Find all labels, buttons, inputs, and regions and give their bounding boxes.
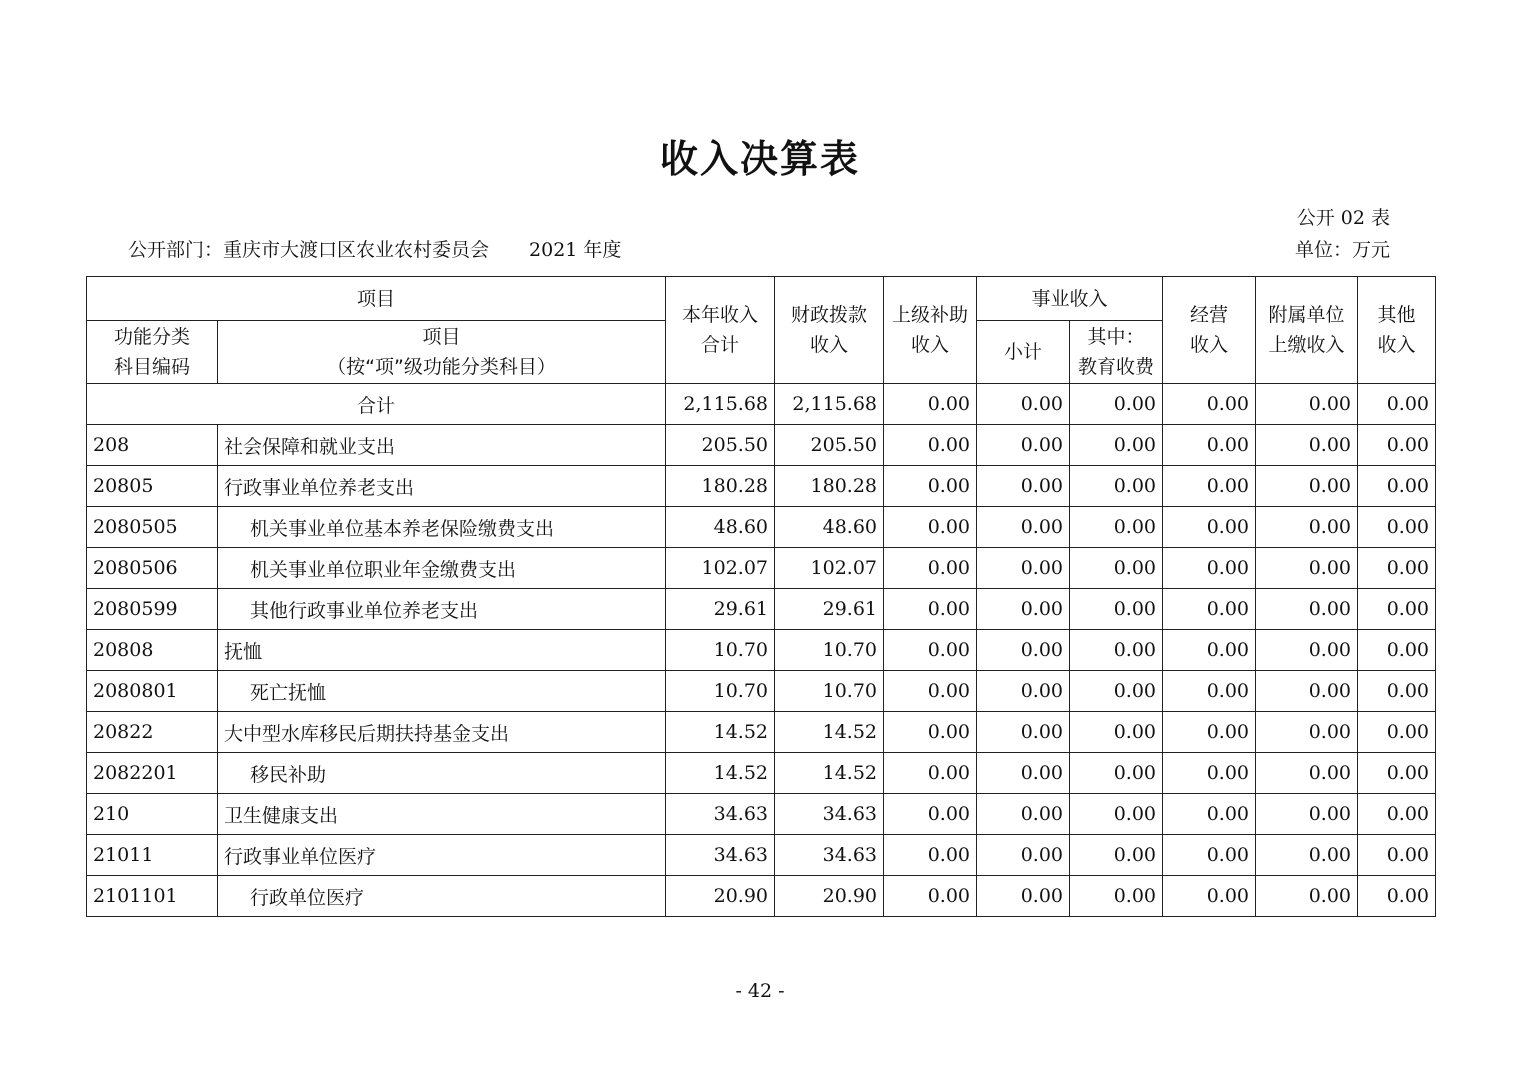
row-value: 180.28 [775,466,884,507]
row-value: 0.00 [1163,671,1256,712]
row-code: 20808 [87,630,218,671]
row-value: 0.00 [1256,753,1358,794]
table-row [87,753,1436,794]
row-value: 0.00 [1358,794,1436,835]
row-value: 0.00 [1256,425,1358,466]
row-value: 0.00 [884,630,977,671]
row-value: 0.00 [884,794,977,835]
row-value: 205.50 [666,425,775,466]
row-value: 0.00 [1070,507,1163,548]
row-value: 0.00 [1163,712,1256,753]
row-item-name: 行政事业单位养老支出 [218,466,666,507]
summary-value: 0.00 [884,384,977,425]
row-value: 0.00 [977,671,1070,712]
row-value: 0.00 [1163,507,1256,548]
form-number: 公开 02 表 [1296,207,1390,229]
row-value: 0.00 [977,753,1070,794]
row-value: 0.00 [977,876,1070,917]
table-row [87,589,1436,630]
table-row [87,548,1436,589]
table-row [87,876,1436,917]
row-value: 14.52 [666,712,775,753]
summary-value: 0.00 [1070,384,1163,425]
row-value: 48.60 [666,507,775,548]
income-table [86,276,1436,917]
row-code: 20822 [87,712,218,753]
table-row [87,466,1436,507]
row-value: 0.00 [977,630,1070,671]
header-other: 其他 收入 [1358,277,1436,384]
row-value: 0.00 [1358,671,1436,712]
row-value: 0.00 [884,466,977,507]
row-value: 0.00 [977,425,1070,466]
row-value: 0.00 [1163,466,1256,507]
row-value: 102.07 [775,548,884,589]
row-value: 0.00 [1256,876,1358,917]
row-value: 0.00 [1358,425,1436,466]
header-row-1 [87,277,1436,321]
table-row [87,425,1436,466]
row-value: 0.00 [1163,753,1256,794]
row-value: 0.00 [977,507,1070,548]
row-code: 2082201 [87,753,218,794]
row-value: 0.00 [884,507,977,548]
row-value: 0.00 [1358,548,1436,589]
summary-value: 2,115.68 [775,384,884,425]
summary-value: 0.00 [1358,384,1436,425]
row-item-name: 机关事业单位职业年金缴费支出 [218,548,666,589]
fiscal-year: 2021 年度 [529,239,622,261]
row-code: 21011 [87,835,218,876]
row-value: 0.00 [1358,835,1436,876]
row-value: 0.00 [977,835,1070,876]
table-row [87,712,1436,753]
row-value: 0.00 [1163,835,1256,876]
row-value: 0.00 [1070,548,1163,589]
row-value: 0.00 [1256,835,1358,876]
unit-label: 单位：万元 [1294,239,1390,261]
row-value: 0.00 [1256,548,1358,589]
header-fiscal: 财政拨款 收入 [775,277,884,384]
row-value: 0.00 [884,876,977,917]
header-item-name: 项目 （按“项”级功能分类科目） [218,321,666,384]
row-value: 48.60 [775,507,884,548]
row-value: 29.61 [775,589,884,630]
row-item-name: 大中型水库移民后期扶持基金支出 [218,712,666,753]
page-title: 收入决算表 [659,137,860,181]
table-row [87,794,1436,835]
row-value: 29.61 [666,589,775,630]
row-value: 10.70 [666,630,775,671]
page-number: - 42 - [735,980,785,1002]
row-value: 0.00 [1070,876,1163,917]
row-value: 0.00 [1256,507,1358,548]
row-item-name: 社会保障和就业支出 [218,425,666,466]
row-code: 208 [87,425,218,466]
row-value: 0.00 [1163,630,1256,671]
row-item-name: 行政单位医疗 [218,876,666,917]
summary-value: 0.00 [1256,384,1358,425]
row-code: 2101101 [87,876,218,917]
row-value: 10.70 [775,671,884,712]
department-line [128,235,621,262]
row-value: 34.63 [775,835,884,876]
table-row [87,507,1436,548]
row-value: 0.00 [1163,548,1256,589]
summary-value: 0.00 [977,384,1070,425]
row-value: 0.00 [1070,671,1163,712]
row-value: 0.00 [884,753,977,794]
row-code: 20805 [87,466,218,507]
row-value: 0.00 [977,548,1070,589]
row-value: 0.00 [1358,753,1436,794]
row-value: 0.00 [1070,753,1163,794]
row-value: 0.00 [1163,794,1256,835]
header-superior: 上级补助 收入 [884,277,977,384]
row-value: 0.00 [1070,712,1163,753]
table-row [87,671,1436,712]
row-value: 0.00 [1163,589,1256,630]
row-value: 34.63 [666,835,775,876]
summary-row [87,384,1436,425]
row-value: 0.00 [1358,466,1436,507]
header-affiliated: 附属单位 上缴收入 [1256,277,1358,384]
row-item-name: 抚恤 [218,630,666,671]
row-value: 10.70 [666,671,775,712]
table-body [87,425,1436,917]
row-value: 14.52 [666,753,775,794]
row-value: 0.00 [977,589,1070,630]
row-code: 2080801 [87,671,218,712]
header-item-group: 项目 [87,277,666,321]
row-value: 0.00 [1070,835,1163,876]
row-item-name: 卫生健康支出 [218,794,666,835]
row-value: 205.50 [775,425,884,466]
row-value: 0.00 [884,835,977,876]
row-value: 10.70 [775,630,884,671]
summary-label: 合计 [87,384,666,425]
summary-value: 0.00 [1163,384,1256,425]
header-operating: 经营 收入 [1163,277,1256,384]
row-value: 0.00 [1070,589,1163,630]
row-code: 210 [87,794,218,835]
row-value: 0.00 [1358,630,1436,671]
row-value: 0.00 [1358,712,1436,753]
row-value: 0.00 [1358,507,1436,548]
row-code: 2080506 [87,548,218,589]
row-item-name: 机关事业单位基本养老保险缴费支出 [218,507,666,548]
row-value: 0.00 [1256,466,1358,507]
row-value: 20.90 [775,876,884,917]
row-value: 0.00 [977,712,1070,753]
row-value: 14.52 [775,753,884,794]
row-value: 0.00 [884,548,977,589]
row-value: 0.00 [1070,794,1163,835]
row-value: 34.63 [666,794,775,835]
row-value: 0.00 [977,466,1070,507]
department-label: 公开部门：重庆市大渡口区农业农村委员会 [128,239,490,261]
table-row [87,835,1436,876]
row-value: 102.07 [666,548,775,589]
row-value: 0.00 [1163,425,1256,466]
row-value: 0.00 [1070,630,1163,671]
row-value: 0.00 [1256,712,1358,753]
header-edu: 其中： 教育收费 [1070,321,1163,384]
row-value: 0.00 [1070,466,1163,507]
row-value: 0.00 [977,794,1070,835]
row-value: 0.00 [1070,425,1163,466]
header-code: 功能分类 科目编码 [87,321,218,384]
row-value: 0.00 [884,712,977,753]
row-value: 0.00 [1358,876,1436,917]
header-business-group: 事业收入 [977,277,1163,321]
header-subtotal: 小计 [977,321,1070,384]
row-value: 0.00 [884,589,977,630]
row-item-name: 其他行政事业单位养老支出 [218,589,666,630]
row-code: 2080599 [87,589,218,630]
header-total: 本年收入 合计 [666,277,775,384]
row-item-name: 死亡抚恤 [218,671,666,712]
row-item-name: 移民补助 [218,753,666,794]
row-value: 20.90 [666,876,775,917]
row-item-name: 行政事业单位医疗 [218,835,666,876]
row-value: 0.00 [884,425,977,466]
row-code: 2080505 [87,507,218,548]
row-value: 0.00 [1358,589,1436,630]
row-value: 180.28 [666,466,775,507]
row-value: 34.63 [775,794,884,835]
row-value: 0.00 [1256,671,1358,712]
row-value: 0.00 [884,671,977,712]
row-value: 0.00 [1163,876,1256,917]
row-value: 0.00 [1256,794,1358,835]
row-value: 0.00 [1256,630,1358,671]
table-row [87,630,1436,671]
row-value: 14.52 [775,712,884,753]
row-value: 0.00 [1256,589,1358,630]
summary-value: 2,115.68 [666,384,775,425]
